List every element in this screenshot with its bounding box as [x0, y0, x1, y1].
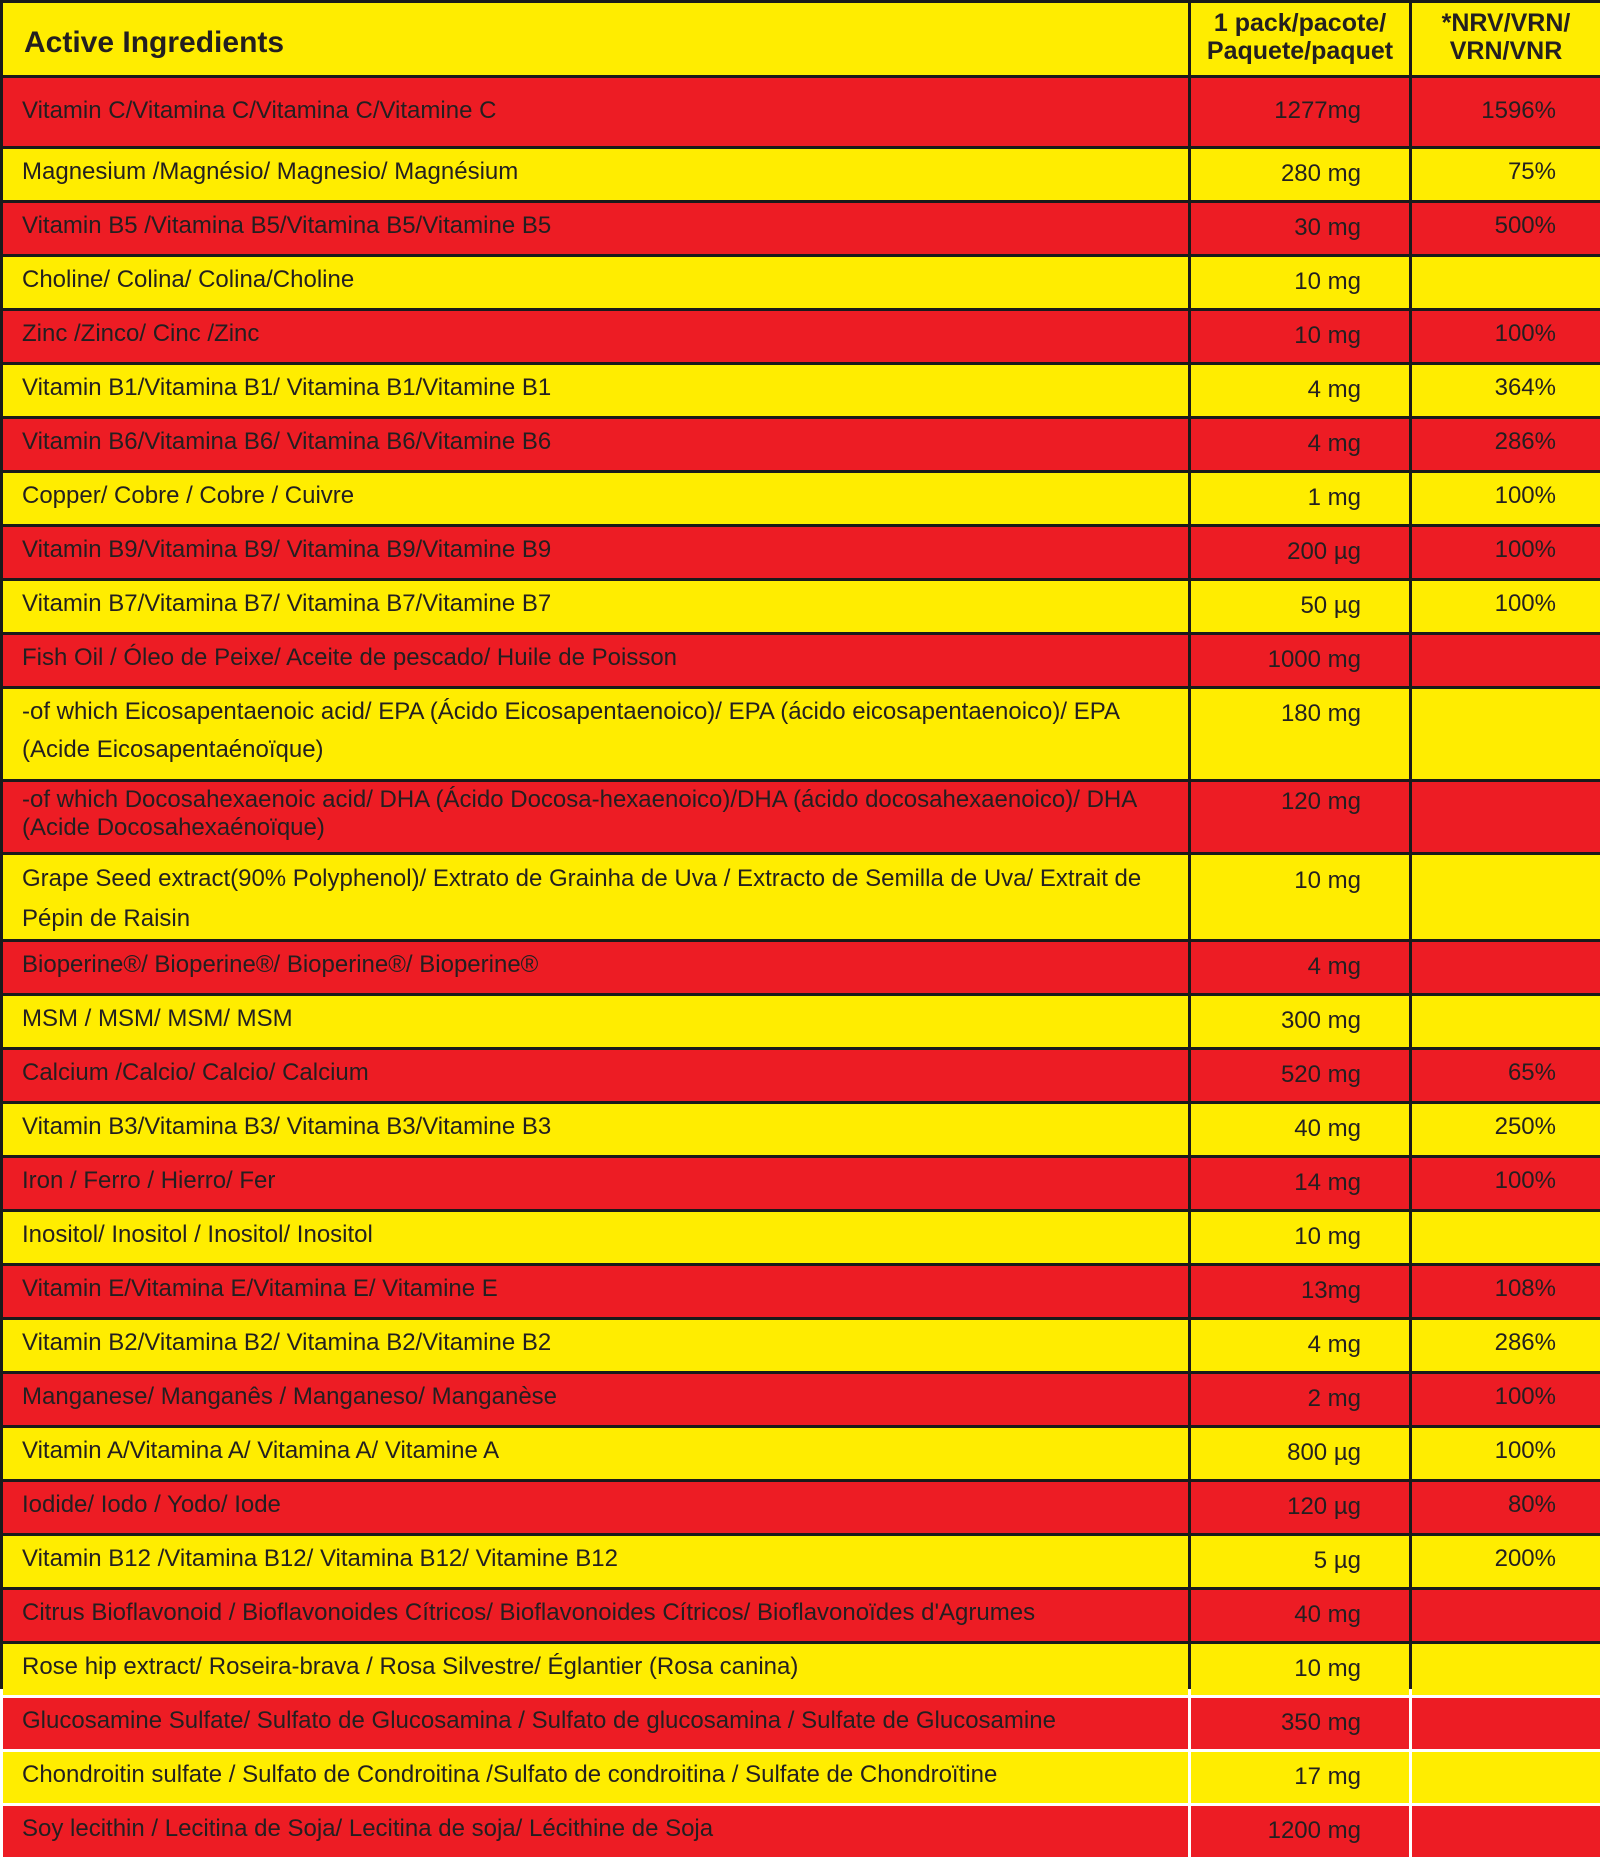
header-amount-line-1: 1 pack/pacote/ [1213, 9, 1387, 37]
ingredient-name: Vitamin B12 /Vitamina B12/ Vitamina B12/ Vitamine B12 [3, 1536, 1188, 1587]
amount-per-pack: 300 mg [1191, 996, 1409, 1047]
nrv-percent: 108% [1412, 1266, 1600, 1317]
ingredient-name: -of which Eicosapentaenoic acid/ EPA (Ácido Eicosapentaenoico)/ EPA (ácido eicosapentaenoico)/ EPA (Acide Eicosapentaénoïque) [3, 689, 1188, 779]
amount-per-pack: 1200 mg [1191, 1806, 1409, 1857]
amount-per-pack: 5 µg [1191, 1536, 1409, 1587]
table-row [3, 689, 1600, 779]
nrv-percent: 364% [1412, 365, 1600, 416]
header-amount-per-pack [1191, 3, 1409, 75]
amount-per-pack: 1000 mg [1191, 635, 1409, 686]
table-row [3, 1536, 1600, 1587]
nrv-percent [1412, 1752, 1600, 1803]
ingredient-name: Manganese/ Manganês / Manganeso/ Manganèse [3, 1374, 1188, 1425]
ingredient-name: Bioperine®/ Bioperine®/ Bioperine®/ Bioperine® [3, 942, 1188, 993]
nrv-percent: 100% [1412, 1374, 1600, 1425]
amount-per-pack: 180 mg [1191, 689, 1409, 779]
amount-per-pack: 40 mg [1191, 1590, 1409, 1641]
table-row [3, 1698, 1600, 1749]
amount-per-pack: 280 mg [1191, 149, 1409, 200]
ingredient-name: MSM / MSM/ MSM/ MSM [3, 996, 1188, 1047]
ingredient-rows [3, 78, 1600, 1857]
nrv-percent: 100% [1412, 527, 1600, 578]
table-row [3, 1050, 1600, 1101]
nrv-percent [1412, 782, 1600, 852]
table-row [3, 1806, 1600, 1857]
nrv-percent: 75% [1412, 149, 1600, 200]
amount-per-pack: 120 µg [1191, 1482, 1409, 1533]
table-row [3, 149, 1600, 200]
amount-per-pack: 800 µg [1191, 1428, 1409, 1479]
ingredient-name: Vitamin C/Vitamina C/Vitamina C/Vitamine C [3, 78, 1188, 146]
amount-per-pack: 40 mg [1191, 1104, 1409, 1155]
amount-per-pack: 4 mg [1191, 1320, 1409, 1371]
nrv-percent: 100% [1412, 311, 1600, 362]
nrv-percent: 286% [1412, 419, 1600, 470]
ingredient-name: Vitamin B6/Vitamina B6/ Vitamina B6/Vitamine B6 [3, 419, 1188, 470]
amount-per-pack: 10 mg [1191, 1644, 1409, 1695]
nrv-percent [1412, 1590, 1600, 1641]
amount-per-pack: 30 mg [1191, 203, 1409, 254]
nrv-percent [1412, 1644, 1600, 1695]
ingredient-name: Chondroitin sulfate / Sulfato de Condroitina /Sulfato de condroitina / Sulfate de Chondroïtine [3, 1752, 1188, 1803]
table-row [3, 257, 1600, 308]
amount-per-pack: 4 mg [1191, 942, 1409, 993]
amount-per-pack: 200 µg [1191, 527, 1409, 578]
nrv-percent: 65% [1412, 1050, 1600, 1101]
amount-per-pack: 350 mg [1191, 1698, 1409, 1749]
amount-per-pack: 4 mg [1191, 419, 1409, 470]
table-row [3, 1320, 1600, 1371]
table-row [3, 996, 1600, 1047]
ingredient-name: Vitamin A/Vitamina A/ Vitamina A/ Vitamine A [3, 1428, 1188, 1479]
ingredient-name: Vitamin B5 /Vitamina B5/Vitamina B5/Vitamine B5 [3, 203, 1188, 254]
nrv-percent: 100% [1412, 1158, 1600, 1209]
table-row [3, 78, 1600, 146]
amount-per-pack: 2 mg [1191, 1374, 1409, 1425]
ingredient-name: Vitamin B3/Vitamina B3/ Vitamina B3/Vitamine B3 [3, 1104, 1188, 1155]
table-row [3, 1752, 1600, 1803]
nrv-percent [1412, 635, 1600, 686]
ingredient-name: Glucosamine Sulfate/ Sulfato de Glucosamina / Sulfato de glucosamina / Sulfate de Glucosamine [3, 1698, 1188, 1749]
ingredient-name: Rose hip extract/ Roseira-brava / Rosa Silvestre/ Églantier (Rosa canina) [3, 1644, 1188, 1695]
ingredient-name: Vitamin E/Vitamina E/Vitamina E/ Vitamine E [3, 1266, 1188, 1317]
table-row [3, 1482, 1600, 1533]
nrv-percent [1412, 996, 1600, 1047]
table-row [3, 855, 1600, 939]
table-row [3, 635, 1600, 686]
nrv-percent: 500% [1412, 203, 1600, 254]
amount-per-pack: 50 µg [1191, 581, 1409, 632]
ingredient-name: Vitamin B2/Vitamina B2/ Vitamina B2/Vitamine B2 [3, 1320, 1188, 1371]
amount-per-pack: 520 mg [1191, 1050, 1409, 1101]
amount-per-pack: 10 mg [1191, 855, 1409, 939]
amount-per-pack: 1277mg [1191, 78, 1409, 146]
table-row [3, 1374, 1600, 1425]
table-row [3, 419, 1600, 470]
amount-per-pack: 10 mg [1191, 1212, 1409, 1263]
ingredient-name: Zinc /Zinco/ Cinc /Zinc [3, 311, 1188, 362]
ingredient-name: Iodide/ Iodo / Yodo/ Iode [3, 1482, 1188, 1533]
ingredient-name: Vitamin B7/Vitamina B7/ Vitamina B7/Vitamine B7 [3, 581, 1188, 632]
ingredient-name: Calcium /Calcio/ Calcio/ Calcium [3, 1050, 1188, 1101]
amount-per-pack: 10 mg [1191, 257, 1409, 308]
ingredient-name: Citrus Bioflavonoid / Bioflavonoides Cítricos/ Bioflavonoides Cítricos/ Bioflavonoïdes d'Agrumes [3, 1590, 1188, 1641]
header-nrv [1412, 3, 1600, 75]
table-row [3, 581, 1600, 632]
table-row [3, 1428, 1600, 1479]
ingredient-name: Magnesium /Magnésio/ Magnesio/ Magnésium [3, 149, 1188, 200]
nrv-percent: 250% [1412, 1104, 1600, 1155]
nrv-percent: 200% [1412, 1536, 1600, 1587]
table-row [3, 527, 1600, 578]
table-row [3, 782, 1600, 852]
table-row [3, 311, 1600, 362]
amount-per-pack: 14 mg [1191, 1158, 1409, 1209]
table-row [3, 203, 1600, 254]
header-row [3, 3, 1600, 75]
table-row [3, 942, 1600, 993]
nrv-percent [1412, 942, 1600, 993]
ingredient-name: Fish Oil / Óleo de Peixe/ Aceite de pescado/ Huile de Poisson [3, 635, 1188, 686]
nrv-percent [1412, 1698, 1600, 1749]
amount-per-pack: 4 mg [1191, 365, 1409, 416]
amount-per-pack: 1 mg [1191, 473, 1409, 524]
ingredient-name: Vitamin B9/Vitamina B9/ Vitamina B9/Vitamine B9 [3, 527, 1188, 578]
nrv-percent [1412, 689, 1600, 779]
table-row [3, 1104, 1600, 1155]
ingredient-name: Inositol/ Inositol / Inositol/ Inositol [3, 1212, 1188, 1263]
ingredient-name: Grape Seed extract(90% Polyphenol)/ Extrato de Grainha de Uva / Extracto de Semilla de Uva/ Extrait de Pépin de Raisin [3, 855, 1188, 939]
table-row [3, 1644, 1600, 1695]
ingredient-name: Vitamin B1/Vitamina B1/ Vitamina B1/Vitamine B1 [3, 365, 1188, 416]
header-active-ingredients: Active Ingredients [3, 3, 1188, 75]
amount-per-pack: 17 mg [1191, 1752, 1409, 1803]
nrv-percent: 1596% [1412, 78, 1600, 146]
nrv-percent: 80% [1412, 1482, 1600, 1533]
table-row [3, 473, 1600, 524]
amount-per-pack: 10 mg [1191, 311, 1409, 362]
table-row [3, 1212, 1600, 1263]
nrv-percent [1412, 1806, 1600, 1857]
table-row [3, 1590, 1600, 1641]
nrv-percent: 100% [1412, 473, 1600, 524]
amount-per-pack: 120 mg [1191, 782, 1409, 852]
table-row [3, 1158, 1600, 1209]
header-nrv-line-1: *NRV/VRN/ [1441, 9, 1571, 37]
nrv-percent: 286% [1412, 1320, 1600, 1371]
nrv-percent: 100% [1412, 1428, 1600, 1479]
table-row [3, 365, 1600, 416]
header-nrv-line-2: VRN/VNR [1449, 37, 1563, 65]
ingredient-name: Copper/ Cobre / Cobre / Cuivre [3, 473, 1188, 524]
amount-per-pack: 13mg [1191, 1266, 1409, 1317]
ingredient-name: -of which Docosahexaenoic acid/ DHA (Ácido Docosa-hexaenoico)/DHA (ácido docosahexaenoico)/ DHA (Acide Docosahexaénoïque) [3, 782, 1188, 852]
ingredient-name: Soy lecithin / Lecitina de Soja/ Lecitina de soja/ Lécithine de Soja [3, 1806, 1188, 1857]
nrv-percent [1412, 1212, 1600, 1263]
table-row [3, 1266, 1600, 1317]
nrv-percent [1412, 855, 1600, 939]
ingredient-name: Iron / Ferro / Hierro/ Fer [3, 1158, 1188, 1209]
header-amount-line-2: Paquete/paquet [1206, 37, 1394, 65]
ingredient-name: Choline/ Colina/ Colina/Choline [3, 257, 1188, 308]
nrv-percent [1412, 257, 1600, 308]
nrv-percent: 100% [1412, 581, 1600, 632]
